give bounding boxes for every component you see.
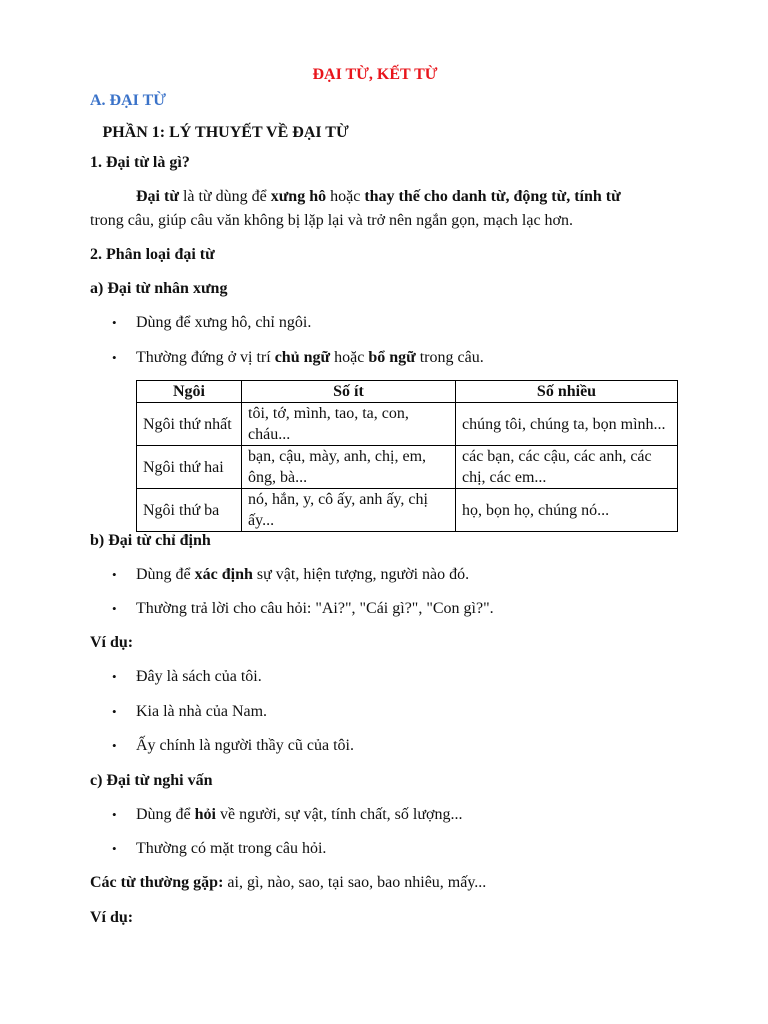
table-header-row	[137, 381, 678, 403]
list-item-text: Dùng để	[136, 806, 195, 823]
common-words-label: Các từ thường gặp:	[90, 874, 224, 891]
bullet-dot	[112, 348, 117, 368]
table-cell: tôi, tớ, mình, tao, ta, con, cháu...	[242, 403, 456, 446]
subsection-b-heading: b) Đại từ chỉ định	[90, 532, 211, 549]
list-item-text: Dùng để	[136, 566, 195, 583]
list-item-text: sự vật, hiện tượng, người nào đó.	[252, 566, 470, 583]
part-1-heading: PHẦN 1: LÝ THUYẾT VỀ ĐẠI TỪ	[90, 124, 337, 141]
subsection-a-heading: a) Đại từ nhân xưng	[90, 280, 228, 297]
list-item-keyword: hỏi	[194, 806, 216, 823]
list-item	[136, 805, 462, 825]
example-heading: Ví dụ:	[90, 634, 134, 651]
table-cell: bạn, cậu, mày, anh, chị, em, ông, bà...	[242, 446, 456, 489]
list-item: Dùng để xưng hô, chỉ ngôi.	[136, 314, 312, 331]
table-cell: chúng tôi, chúng ta, bọn mình...	[456, 403, 678, 446]
table-cell: Ngôi thứ nhất	[137, 403, 242, 446]
table-header-cell: Số nhiều	[456, 381, 678, 403]
table-row	[137, 446, 678, 489]
table-cell: Ngôi thứ ba	[137, 489, 242, 532]
definition-text: hoặc	[326, 188, 365, 205]
bullet-dot	[112, 805, 117, 825]
list-item	[136, 348, 484, 368]
table-header-cell: Số ít	[242, 381, 456, 403]
document-title: ĐẠI TỪ, KẾT TỪ	[312, 66, 438, 83]
list-item-text: trong câu.	[415, 349, 484, 366]
example-heading-2: Ví dụ:	[90, 909, 134, 926]
list-item-text: về người, sự vật, tính chất, số lượng...	[216, 806, 463, 823]
section-a-heading: A. ĐẠI TỪ	[90, 92, 167, 109]
bullet-dot	[112, 313, 117, 333]
example-item: Ấy chính là người thầy cũ của tôi.	[136, 737, 354, 754]
bullet-dot	[112, 667, 117, 687]
table-header-cell: Ngôi	[137, 381, 242, 403]
personal-pronoun-table	[136, 380, 678, 532]
definition-term: Đại từ	[136, 188, 179, 205]
definition-text: là từ dùng để	[178, 188, 271, 205]
list-item-text: Thường đứng ở vị trí	[136, 349, 275, 366]
bullet-dot	[112, 839, 117, 859]
bullet-dot	[112, 736, 117, 756]
list-item-keyword: chủ ngữ	[274, 349, 331, 366]
table-cell: họ, bọn họ, chúng nó...	[456, 489, 678, 532]
list-item-keyword: xác định	[194, 566, 253, 583]
example-item: Đây là sách của tôi.	[136, 668, 262, 685]
table-cell: Ngôi thứ hai	[137, 446, 242, 489]
table-cell: các bạn, các cậu, các anh, các chị, các em...	[456, 446, 678, 489]
list-item: Thường trả lời cho câu hỏi: "Ai?", "Cái gì?", "Con gì?".	[136, 600, 494, 617]
common-words-text: ai, gì, nào, sao, tại sao, bao nhiêu, mấy...	[223, 874, 487, 891]
question-2-heading: 2. Phân loại đại từ	[90, 246, 215, 263]
definition-keyword-1: xưng hô	[270, 188, 327, 205]
bullet-dot	[112, 565, 117, 585]
subsection-c-heading: c) Đại từ nghi vấn	[90, 772, 213, 789]
question-1-heading: 1. Đại từ là gì?	[90, 154, 190, 171]
definition-line-2: trong câu, giúp câu văn không bị lặp lại và trở nên ngắn gọn, mạch lạc hơn.	[90, 212, 574, 229]
common-words-line	[90, 873, 486, 893]
definition-line-1	[136, 187, 621, 207]
example-item: Kia là nhà của Nam.	[136, 703, 268, 720]
list-item-keyword: bổ ngữ	[368, 349, 416, 366]
list-item	[136, 565, 469, 585]
table-cell: nó, hắn, y, cô ấy, anh ấy, chị ấy...	[242, 489, 456, 532]
bullet-dot	[112, 599, 117, 619]
list-item-text: hoặc	[330, 349, 369, 366]
list-item: Thường có mặt trong câu hỏi.	[136, 840, 327, 857]
bullet-dot	[112, 702, 117, 722]
table-row	[137, 403, 678, 446]
table-row	[137, 489, 678, 532]
definition-keyword-2: thay thế cho danh từ, động từ, tính từ	[364, 188, 621, 205]
